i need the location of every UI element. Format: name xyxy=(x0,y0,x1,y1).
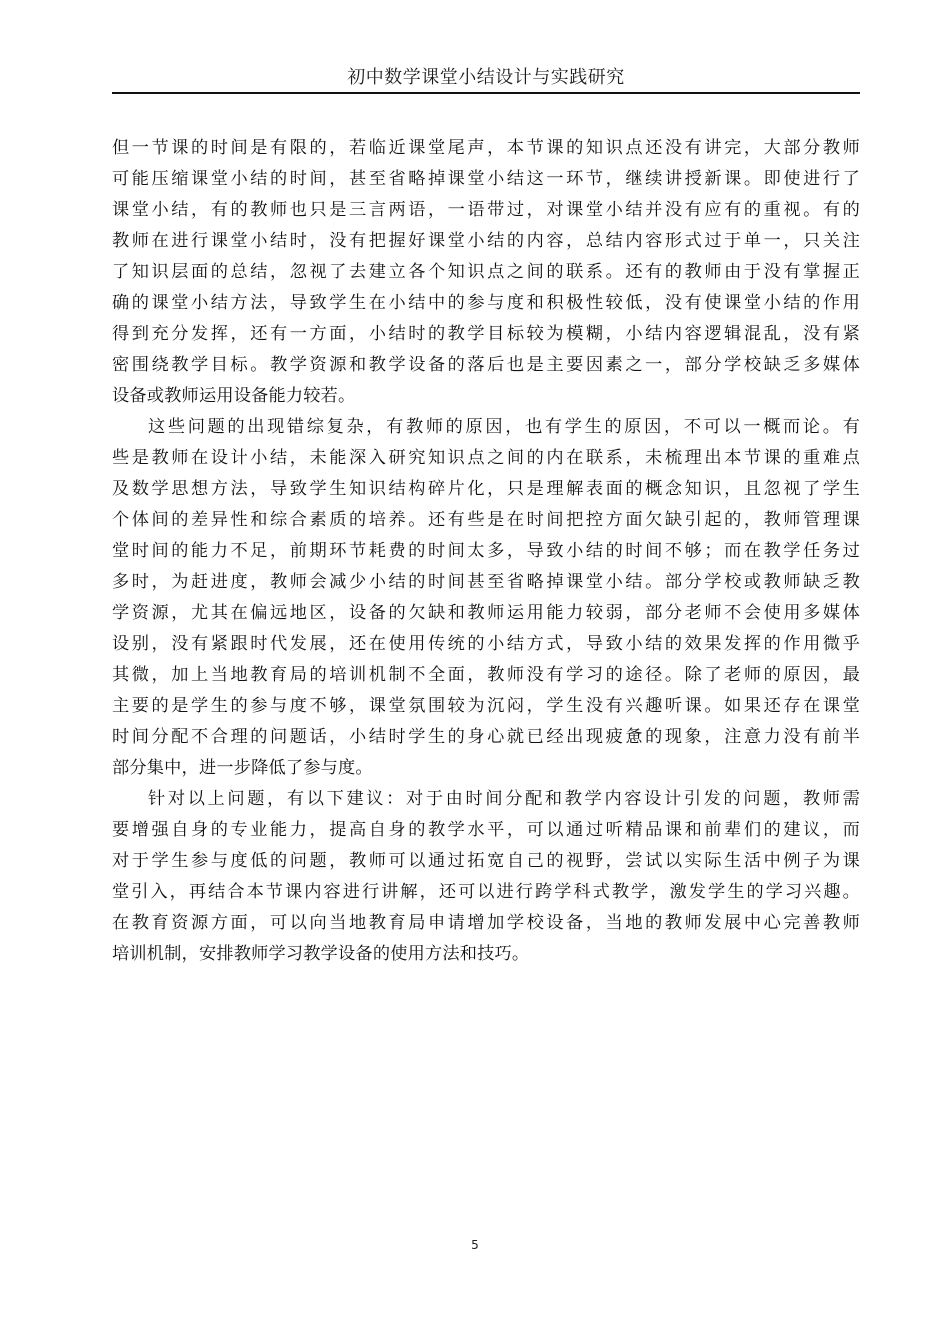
text-line: 在教育资源方面，可以向当地教育局申请增加学校设备，当地的教师发展中心完善教师 xyxy=(112,913,860,933)
text-line: 针对以上问题，有以下建议：对于由时间分配和教学内容设计引发的问题，教师需 xyxy=(148,789,860,809)
page-number: 5 xyxy=(471,1238,479,1252)
text-line: 及数学思想方法，导致学生知识结构碎片化，只是理解表面的概念知识，且忽视了学生 xyxy=(112,479,860,499)
text-line: 些是教师在设计小结，未能深入研究知识点之间的内在联系，未梳理出本节课的重难点 xyxy=(112,448,860,468)
paragraph-1 xyxy=(112,133,860,412)
text-line: 部分集中，进一步降低了参与度。 xyxy=(112,758,373,778)
text-line: 学资源，尤其在偏远地区，设备的欠缺和教师运用能力较弱，部分老师不会使用多媒体 xyxy=(112,603,860,623)
text-line: 要增强自身的专业能力，提高自身的教学水平，可以通过听精品课和前辈们的建议，而 xyxy=(112,820,860,840)
text-line: 设别，没有紧跟时代发展，还在使用传统的小结方式，导致小结的效果发挥的作用微乎 xyxy=(112,634,860,654)
text-line: 对于学生参与度低的问题，教师可以通过拓宽自己的视野，尝试以实际生活中例子为课 xyxy=(112,851,860,871)
running-header-title: 初中数学课堂小结设计与实践研究 xyxy=(347,67,625,88)
text-line: 时间分配不合理的问题话，小结时学生的身心就已经出现疲惫的现象，注意力没有前半 xyxy=(112,727,860,747)
text-line: 其微，加上当地教育局的培训机制不全面，教师没有学习的途径。除了老师的原因，最 xyxy=(112,665,860,685)
text-line: 了知识层面的总结，忽视了去建立各个知识点之间的联系。还有的教师由于没有掌握正 xyxy=(112,262,860,282)
text-line: 确的课堂小结方法，导致学生在小结中的参与度和积极性较低，没有使课堂小结的作用 xyxy=(112,293,860,313)
text-line: 课堂小结，有的教师也只是三言两语，一语带过，对课堂小结并没有应有的重视。有的 xyxy=(112,200,860,220)
paragraph-2 xyxy=(112,412,860,784)
text-line: 培训机制，安排教师学习教学设备的使用方法和技巧。 xyxy=(112,944,530,964)
text-line: 堂时间的能力不足，前期环节耗费的时间太多，导致小结的时间不够；而在教学任务过 xyxy=(112,541,860,561)
text-line: 教师在进行课堂小结时，没有把握好课堂小结的内容，总结内容形式过于单一，只关注 xyxy=(112,231,860,251)
header-rule xyxy=(112,92,860,94)
paragraph-3 xyxy=(112,784,860,970)
text-line: 得到充分发挥，还有一方面，小结时的教学目标较为模糊，小结内容逻辑混乱，没有紧 xyxy=(112,324,860,344)
text-line: 设备或教师运用设备能力较若。 xyxy=(112,386,356,406)
body-text xyxy=(112,133,860,970)
text-line: 密围绕教学目标。教学资源和教学设备的落后也是主要因素之一，部分学校缺乏多媒体 xyxy=(112,355,860,375)
text-line: 可能压缩课堂小结的时间，甚至省略掉课堂小结这一环节，继续讲授新课。即使进行了 xyxy=(112,169,860,189)
text-line: 堂引入，再结合本节课内容进行讲解，还可以进行跨学科式教学，激发学生的学习兴趣。 xyxy=(112,882,860,902)
text-line: 但一节课的时间是有限的，若临近课堂尾声，本节课的知识点还没有讲完，大部分教师 xyxy=(112,138,860,158)
text-line: 多时，为赶进度，教师会减少小结的时间甚至省略掉课堂小结。部分学校或教师缺乏教 xyxy=(112,572,860,592)
text-line: 主要的是学生的参与度不够，课堂氛围较为沉闷，学生没有兴趣听课。如果还存在课堂 xyxy=(112,696,860,716)
text-line: 个体间的差异性和综合素质的培养。还有些是在时间把控方面欠缺引起的，教师管理课 xyxy=(112,510,860,530)
text-line: 这些问题的出现错综复杂，有教师的原因，也有学生的原因，不可以一概而论。有 xyxy=(148,417,860,437)
